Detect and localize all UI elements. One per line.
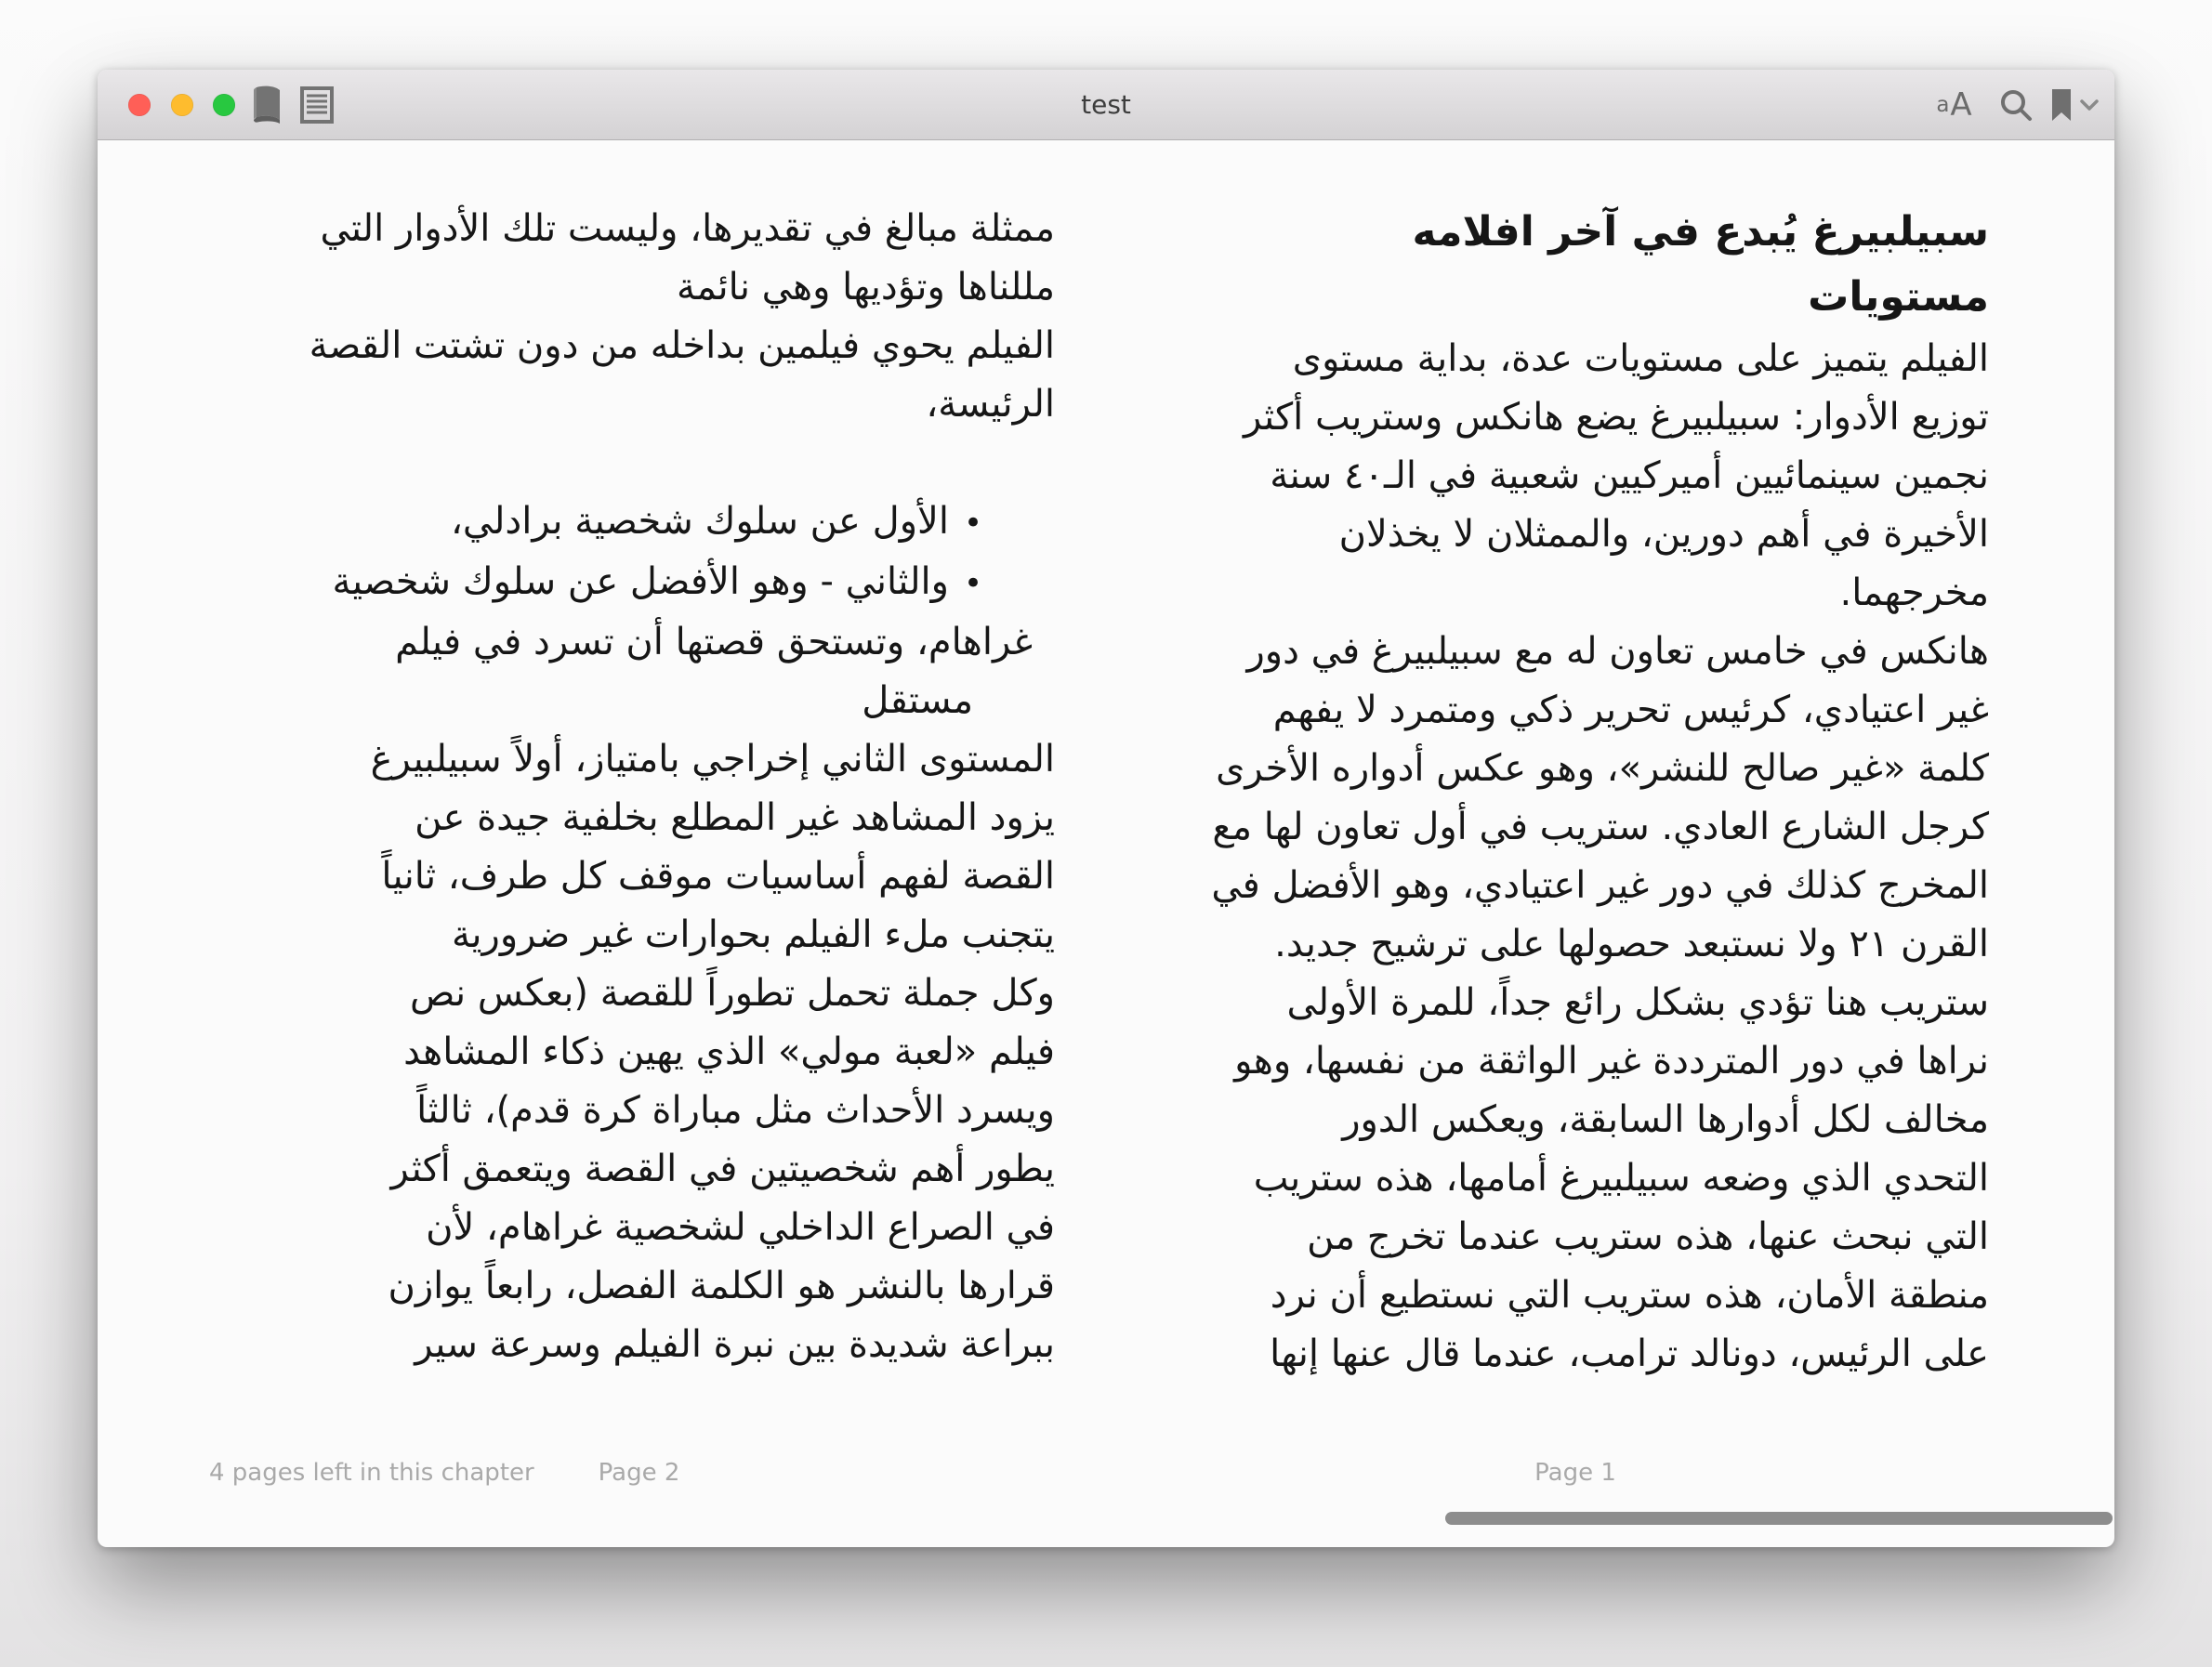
- text-span: فيلم «لعبة مولي» الذي يهين ذكاء المشاهد: [403, 1030, 1055, 1073]
- bullet-icon: •: [963, 565, 982, 602]
- text-span: والثاني - وهو الأفضل عن سلوك شخصية: [332, 560, 949, 603]
- pages-left-status: 4 pages left in this chapter: [209, 1459, 534, 1487]
- text-span: يطور أهم شخصيتين في القصة ويتعمق أكثر: [390, 1148, 1055, 1190]
- text-line: [223, 906, 1055, 965]
- text-line: [1162, 798, 1989, 857]
- page-left-text: [223, 200, 1055, 1374]
- text-span: يتجنب ملء الفيلم بحوارات غير ضرورية: [451, 913, 1055, 956]
- text-span: نراها في دور المترددة غير الواثقة من نفسها، وهو: [1234, 1040, 1989, 1083]
- text-span: المستوى الثاني إخراجي بامتياز، أولاً سبيلبيرغ: [370, 738, 1055, 781]
- font-size-small-a: a: [1936, 92, 1951, 117]
- text-line: [223, 258, 1055, 317]
- text-span: ببراعة شديدة بين نبرة الفيلم وسرعة سير: [415, 1323, 1055, 1366]
- text-span: ستريب هنا تؤدي بشكل رائع جداً، للمرة الأولى: [1286, 981, 1989, 1024]
- text-line: [223, 965, 1055, 1023]
- text-line: [223, 492, 1055, 553]
- search-icon: [1998, 87, 2034, 123]
- text-line: [1162, 505, 1989, 564]
- text-line: [1162, 1032, 1989, 1091]
- text-line: [1162, 1208, 1989, 1267]
- search-button[interactable]: [1992, 70, 2040, 139]
- text-line: [223, 1257, 1055, 1316]
- text-span: الفيلم يتميز على مستويات عدة، بداية مستوى: [1292, 337, 1989, 380]
- bullet-icon: •: [963, 505, 982, 542]
- text-line: [223, 317, 1055, 375]
- text-line: [1162, 447, 1989, 505]
- page-left: [223, 200, 1055, 1374]
- text-span: كلمة «غير صالح للنشر»، وهو عكس أدواره الأخرى: [1216, 747, 1989, 790]
- text-line: [223, 672, 1055, 730]
- text-span: وكل جملة تحمل تطوراً للقصة (بعكس نص: [410, 972, 1055, 1015]
- text-line: [223, 1316, 1055, 1374]
- text-line: [223, 1023, 1055, 1082]
- text-line: [1162, 1149, 1989, 1208]
- text-span: الرئيسة،: [926, 383, 1055, 426]
- text-span: مستقل: [862, 679, 973, 722]
- left-page-number: Page 2: [598, 1459, 680, 1487]
- text-line: [223, 434, 1055, 492]
- text-line: [1162, 330, 1989, 388]
- window-title: test: [1081, 89, 1131, 120]
- text-span: في الصراع الداخلي لشخصية غراهام، لأن: [426, 1206, 1055, 1249]
- bookmark-button[interactable]: [2040, 70, 2105, 139]
- text-span: هانكس في خامس تعاون له مع سبيلبيرغ في دور: [1246, 630, 1989, 673]
- text-span: غير اعتيادي، كرئيس تحرير ذكي ومتمرد لا يفهم: [1272, 689, 1989, 731]
- text-line: [1162, 1091, 1989, 1149]
- text-span: غراهام، وتستحق قصتها أن تسرد في فيلم: [395, 621, 1033, 663]
- text-line: [223, 847, 1055, 906]
- text-line: [1162, 974, 1989, 1032]
- chevron-down-icon: [2080, 98, 2099, 112]
- text-line: [223, 1199, 1055, 1257]
- text-span: على الرئيس، دونالد ترامب، عندما قال عنها إنها: [1270, 1332, 1989, 1375]
- bookmark-icon: [2050, 89, 2073, 121]
- right-page-number: Page 1: [1534, 1459, 1616, 1487]
- text-span: مللناها وتؤديها وهي نائمة: [676, 266, 1055, 308]
- text-span: ممثلة مبالغ في تقديرها، وليست تلك الأدوار التي: [320, 207, 1055, 250]
- text-span: مخالف لكل أدوارها السابقة، ويعكس الدور: [1342, 1098, 1989, 1141]
- text-line: [1162, 857, 1989, 915]
- text-line: [223, 613, 1055, 672]
- heading-line: [1162, 265, 1989, 330]
- text-line: [1162, 915, 1989, 974]
- text-line: [223, 789, 1055, 847]
- text-span: ويسرد الأحداث مثل مباراة كرة قدم)، ثالثاً: [416, 1089, 1055, 1132]
- text-line: [223, 553, 1055, 613]
- text-span: القصة لفهم أساسيات موقف كل طرف، ثانياً: [381, 855, 1055, 898]
- text-span: قرارها بالنشر هو الكلمة الفصل، رابعاً يوازن: [388, 1265, 1055, 1307]
- text-span: سبيلبيرغ يُبدع في آخر افلامه: [1412, 208, 1989, 256]
- page-right: [1162, 200, 1989, 1384]
- text-span: توزيع الأدوار: سبيلبيرغ يضع هانكس وستريب أكثر: [1243, 396, 1989, 439]
- text-line: [223, 1140, 1055, 1199]
- text-span: الفيلم يحوي فيلمين بداخله من دون تشتت القصة: [309, 324, 1055, 367]
- text-line: [223, 730, 1055, 789]
- text-line: [1162, 564, 1989, 623]
- text-line: [1162, 740, 1989, 798]
- text-line: [1162, 681, 1989, 740]
- text-line: [223, 1082, 1055, 1140]
- text-line: [1162, 1325, 1989, 1384]
- text-span: الأخيرة في أهم دورين، والممثلان لا يخذلان: [1338, 513, 1989, 556]
- text-span: المخرج كذلك في دور غير اعتيادي، وهو الأفضل في: [1211, 864, 1989, 907]
- text-span: القرن ٢١ ولا نستبعد حصولها على ترشيح جديد.: [1274, 923, 1989, 965]
- text-span: التي نبحث عنها، هذه ستريب عندما تخرج من: [1307, 1215, 1989, 1258]
- text-line: [223, 375, 1055, 434]
- page-right-text: [1162, 200, 1989, 1384]
- text-line: [1162, 623, 1989, 681]
- text-span: الأول عن سلوك شخصية برادلي،: [450, 500, 949, 543]
- text-line: [223, 200, 1055, 258]
- text-line: [1162, 1267, 1989, 1325]
- titlebar: [98, 70, 2114, 140]
- text-span: كرجل الشارع العادي. ستريب في أول تعاون لها مع: [1212, 806, 1989, 848]
- text-span: نجمين سينمائيين أميركيين شعبية في الـ٤٠ سنة: [1270, 454, 1989, 497]
- text-span: التحدي الذي وضعه سبيلبيرغ أمامها، هذه ستريب: [1253, 1157, 1989, 1200]
- page-scrubber-scrollbar[interactable]: [1445, 1512, 2113, 1525]
- font-size-large-a: A: [1950, 85, 1973, 124]
- text-span: منطقة الأمان، هذه ستريب التي نستطيع أن نرد: [1270, 1274, 1989, 1317]
- text-span: مستويات: [1808, 273, 1989, 321]
- font-size-button[interactable]: [1917, 70, 1992, 139]
- text-line: [1162, 388, 1989, 447]
- heading-line: [1162, 200, 1989, 265]
- text-span: مخرجهما.: [1839, 571, 1989, 614]
- text-span: يزود المشاهد غير المطلع بخلفية جيدة عن: [415, 796, 1055, 839]
- books-app-window: [98, 70, 2114, 1547]
